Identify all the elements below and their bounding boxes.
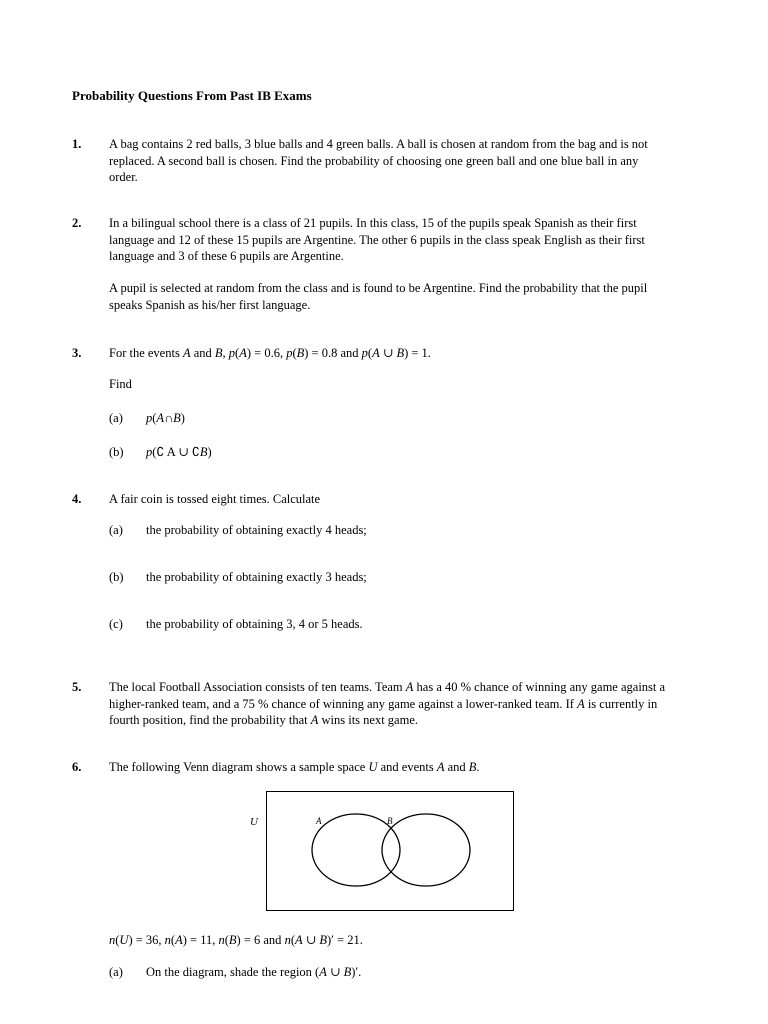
venn-diagram bbox=[250, 791, 520, 913]
venn-label-u: U bbox=[250, 816, 258, 828]
question-6-part-a-text: On the diagram, shade the region (A ∪ B)′. bbox=[146, 965, 362, 979]
question-3-text: For the events A and B, p(A) = 0.6, p(B) = 0.8 and p(A ∪ B) = 1. bbox=[109, 346, 431, 360]
question-5-text: The local Football Association consists of ten teams. Team A has a 40 % chance of winning any game against a higher-ranked team, and a 75 % chance of winning any game against a lower-ranked team. If A is currently in fourth position, find the probability that A wins its next game. bbox=[109, 680, 666, 727]
venn-label-b: B bbox=[387, 816, 393, 826]
question-4-part-c-text: the probability of obtaining 3, 4 or 5 heads. bbox=[146, 617, 363, 631]
question-3-part-a-label: (a) bbox=[109, 411, 123, 425]
page-title: Probability Questions From Past IB Exams bbox=[72, 88, 312, 103]
question-3-part-a-expression: p(A∩B) bbox=[146, 411, 185, 425]
question-4-part-b-label: (b) bbox=[109, 570, 124, 584]
question-3-find: Find bbox=[109, 377, 132, 391]
question-number-6: 6. bbox=[72, 760, 82, 774]
question-6-part-a-label: (a) bbox=[109, 965, 123, 979]
question-2-paragraph-2: A pupil is selected at random from the class and is found to be Argentine. Find the probability that the pupil speaks Spanish as his/her first language. bbox=[109, 281, 648, 312]
venn-circle-a bbox=[312, 814, 400, 886]
question-4-part-a-label: (a) bbox=[109, 523, 123, 537]
question-4-text: A fair coin is tossed eight times. Calculate bbox=[109, 492, 321, 506]
question-4-part-a-text: the probability of obtaining exactly 4 heads; bbox=[146, 523, 367, 537]
question-2-paragraph-1: In a bilingual school there is a class of 21 pupils. In this class, 15 of the pupils speak Spanish as their first language and 12 of these 15 pupils are Argentine. The other 6 pupils in the class speak English as their first language and 3 of these 6 pupils are Argentine. bbox=[109, 216, 645, 263]
venn-label-a: A bbox=[316, 816, 322, 826]
question-number-3: 3. bbox=[72, 346, 82, 360]
question-number-1: 1. bbox=[72, 137, 82, 151]
question-number-5: 5. bbox=[72, 680, 82, 694]
question-4-part-b-text: the probability of obtaining exactly 3 heads; bbox=[146, 570, 367, 584]
question-1-text: A bag contains 2 red balls, 3 blue balls and 4 green balls. A ball is chosen at random from the bag and is not replaced. A second ball is chosen. Find the probability of choosing one green ball and one blue ball in any order. bbox=[109, 137, 648, 184]
venn-circle-b bbox=[382, 814, 470, 886]
question-number-4: 4. bbox=[72, 492, 82, 506]
question-6-text: The following Venn diagram shows a sample space U and events A and B. bbox=[109, 760, 480, 774]
question-6-counts: n(U) = 36, n(A) = 11, n(B) = 6 and n(A ∪ B)′ = 21. bbox=[109, 933, 363, 947]
question-4-part-c-label: (c) bbox=[109, 617, 123, 631]
question-3-part-b-label: (b) bbox=[109, 445, 124, 459]
question-number-2: 2. bbox=[72, 216, 82, 230]
question-3-part-b-expression: p(∁ A ∪ ∁B) bbox=[146, 445, 212, 459]
